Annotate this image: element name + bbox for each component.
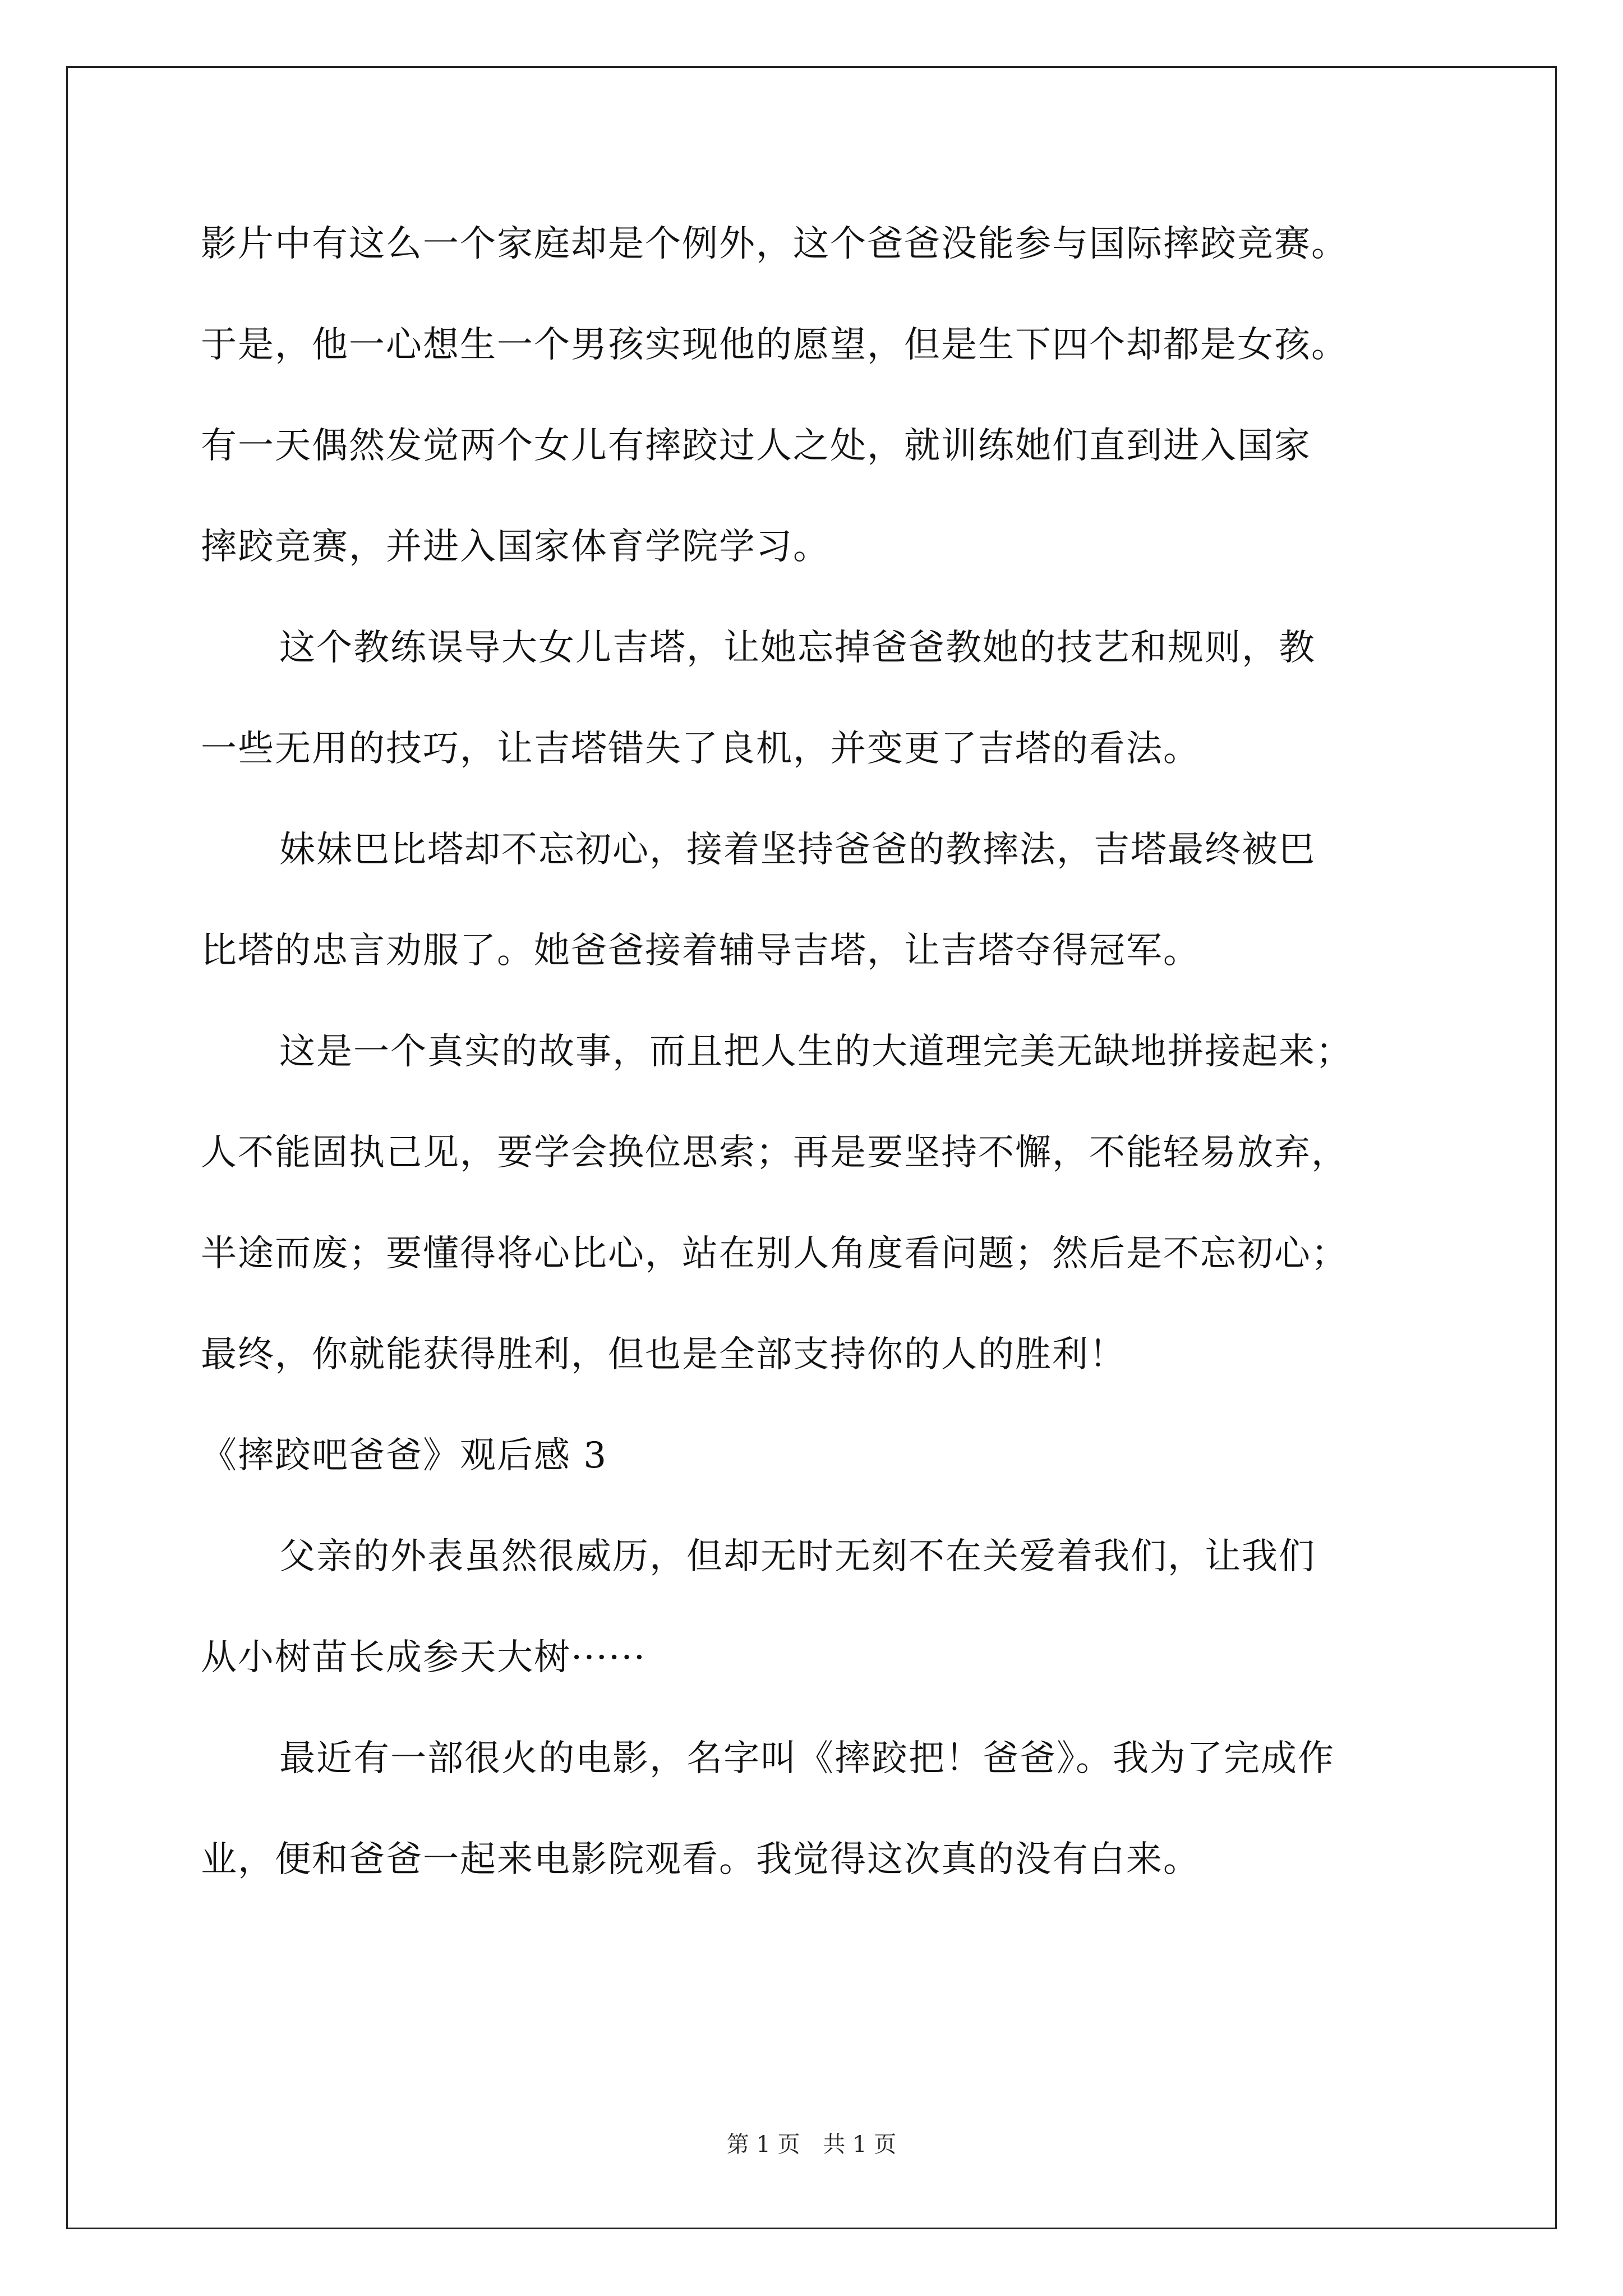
- paragraph-start-line: 父亲的外表虽然很威历，但却无时无刻不在关爱着我们，让我们: [279, 1536, 1316, 1577]
- text-line: 比塔的忠言劝服了。她爸爸接着辅导吉塔，让吉塔夺得冠军。: [201, 930, 1200, 972]
- text-line: 人不能固执己见，要学会换位思索；再是要坚持不懈，不能轻易放弃，: [201, 1132, 1348, 1174]
- paragraph-start-line: 最近有一部很火的电影，名字叫《摔跤把！爸爸》。我为了完成作: [279, 1738, 1335, 1779]
- paragraph-start-line: 妹妹巴比塔却不忘初心，接着坚持爸爸的教摔法，吉塔最终被巴: [279, 829, 1316, 871]
- text-line: 于是，他一心想生一个男孩实现他的愿望，但是生下四个却都是女孩。: [201, 324, 1348, 366]
- text-line: 从小树苗长成参天大树······: [201, 1637, 647, 1678]
- page-footer: [0, 2131, 1623, 2159]
- text-line: 影片中有这么一个家庭却是个例外，这个爸爸没能参与国际摔跤竞赛。: [201, 223, 1348, 265]
- page-number: 第 1 页: [726, 2132, 800, 2157]
- text-line: 有一天偶然发觉两个女儿有摔跤过人之处，就训练她们直到进入国家: [201, 425, 1311, 467]
- text-line: 业，便和爸爸一起来电影院观看。我觉得这次真的没有白来。: [201, 1839, 1200, 1880]
- text-line: 最终，你就能获得胜利，但也是全部支持你的人的胜利！: [201, 1334, 1126, 1375]
- text-line: 摔跤竞赛，并进入国家体育学院学习。: [201, 526, 830, 568]
- text-line: 半途而废；要懂得将心比心，站在别人角度看问题；然后是不忘初心；: [201, 1233, 1348, 1274]
- paragraph-start-line: 这是一个真实的故事，而且把人生的大道理完美无缺地拼接起来；: [279, 1031, 1353, 1073]
- paragraph-start-line: 这个教练误导大女儿吉塔，让她忘掉爸爸教她的技艺和规则，教: [279, 627, 1316, 669]
- page-total: 共 1 页: [823, 2132, 897, 2157]
- text-line: 一些无用的技巧，让吉塔错失了良机，并变更了吉塔的看法。: [201, 728, 1200, 770]
- section-heading: 《摔跤吧爸爸》观后感 3: [201, 1435, 608, 1476]
